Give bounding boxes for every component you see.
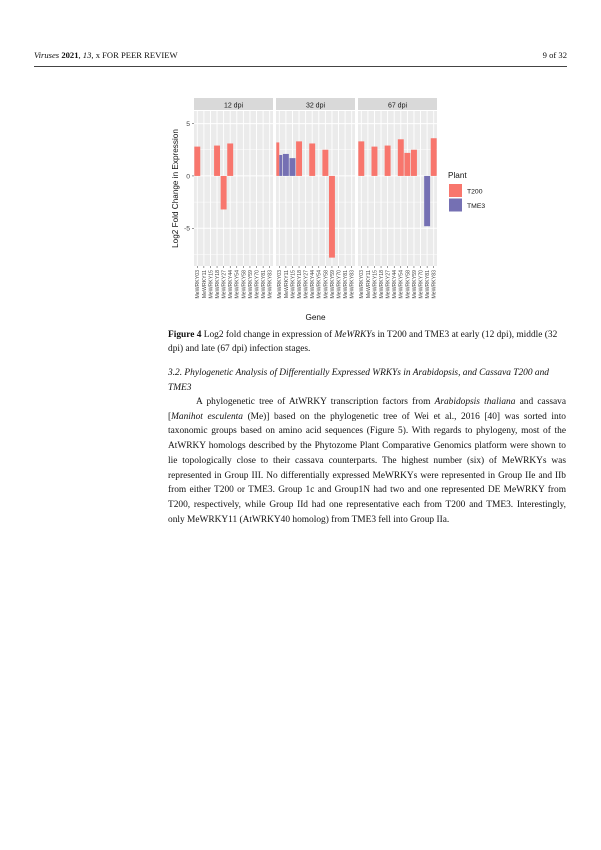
x-tick-label: MeWRKY11 — [201, 270, 208, 299]
running-header — [34, 50, 567, 66]
bar-t200 — [296, 141, 302, 176]
caption-gene: MeWRKY — [334, 330, 372, 340]
x-tick-label: MeWRKY70 — [418, 270, 425, 299]
panel-background — [276, 111, 355, 266]
bar-t200 — [309, 143, 315, 175]
x-tick-label: MeWRKY15 — [372, 270, 379, 299]
bar-t200 — [358, 141, 364, 176]
legend-key-tme3 — [449, 199, 462, 212]
bar-t200 — [431, 138, 437, 176]
x-tick-label: MeWRKY58 — [241, 270, 248, 299]
x-tick-label: MeWRKY83 — [267, 270, 274, 299]
header-citation: Viruses 2021, 13, x FOR PEER REVIEW — [34, 50, 178, 60]
body-paragraph — [168, 395, 566, 527]
x-tick-label: MeWRKY83 — [431, 270, 438, 299]
bar-tme3 — [279, 155, 282, 176]
bar-t200 — [194, 147, 200, 176]
facet-strip-label: 12 dpi — [223, 102, 244, 110]
x-axis-title: Gene — [305, 313, 326, 322]
para-italic-1: Arabidopsis thaliana — [434, 397, 516, 407]
header-rule — [34, 66, 567, 67]
bar-t200 — [398, 139, 404, 176]
x-tick-label: MeWRKY27 — [385, 270, 392, 299]
figure-caption — [168, 328, 566, 356]
x-tick-label: MeWRKY59 — [247, 270, 254, 299]
x-tick-label: MeWRKY59 — [411, 270, 418, 299]
x-tick-label: MeWRKY18 — [296, 270, 303, 299]
bar-t200 — [411, 150, 417, 176]
x-tick-label: MeWRKY83 — [349, 270, 356, 299]
bar-t200 — [329, 176, 335, 258]
fold-change-chart — [165, 92, 560, 327]
x-tick-label: MeWRKY54 — [234, 270, 241, 299]
x-tick-label: MeWRKY70 — [254, 270, 261, 299]
y-tick-label: 0 — [186, 173, 190, 181]
x-tick-label: MeWRKY81 — [261, 270, 268, 299]
legend-label: TME3 — [467, 203, 486, 210]
bar-t200 — [371, 147, 377, 176]
panel-background — [194, 111, 273, 266]
section-heading: 3.2. Phylogenetic Analysis of Differentially Expressed WRKYs in Arabidopsis, and Cassava T200 and TME3 — [168, 368, 549, 393]
bar-t200 — [276, 142, 279, 176]
y-axis-title: Log2 Fold Change in Expression — [171, 129, 180, 248]
bar-t200 — [385, 146, 391, 176]
x-tick-label: MeWRKY44 — [310, 270, 317, 299]
x-tick-label: MeWRKY58 — [323, 270, 330, 299]
journal-year: 2021 — [61, 50, 79, 60]
y-tick-label: 5 — [186, 120, 190, 128]
bar-t200 — [221, 176, 227, 210]
x-tick-label: MeWRKY54 — [398, 270, 405, 299]
y-tick-label: -5 — [183, 225, 190, 233]
x-tick-label: MeWRKY54 — [316, 270, 323, 299]
bar-t200 — [227, 143, 233, 175]
header-rest: , x FOR PEER REVIEW — [91, 50, 178, 60]
para-text-2: and cassava [ — [168, 397, 567, 422]
x-tick-label: MeWRKY11 — [283, 270, 290, 299]
x-tick-label: MeWRKY18 — [214, 270, 221, 299]
x-tick-label: MeWRKY03 — [359, 270, 366, 299]
bar-t200 — [214, 146, 220, 176]
page-number: 9 of 32 — [542, 50, 567, 60]
x-tick-label: MeWRKY44 — [228, 270, 235, 299]
x-tick-label: MeWRKY11 — [365, 270, 372, 299]
legend-label: T200 — [467, 188, 483, 196]
para-text-3: (Me)] based on the phylogenetic tree of Wei et al., 2016 [40] was sorted into taxonomic groups based on amino acid sequences (Figure 5). With regards to phylogeny, most of the AtWRKY homologs described by the Phytozome Plant Comparative Genomics platform were shown to lie topologically close to their cassava counterparts. The highest number (six) of MeWRKYs was represented in Group III. No differentially expressed MeWRKYs were represented in Group IIe and IIb from either T200 or TME3. Group 1c and Group1N had two and one represented DE MeWRKY from T200, respectively, while Group IId had one representative each from T200 and TME3. Interestingly, only MeWRKY11 (AtWRKY40 homolog) from TME3 fell into Group IIa. — [168, 411, 566, 525]
journal-name: Viruses — [34, 50, 60, 60]
legend-title: Plant — [448, 171, 467, 180]
x-tick-label: MeWRKY27 — [303, 270, 310, 299]
x-tick-label: MeWRKY18 — [378, 270, 385, 299]
legend-key-t200 — [449, 184, 462, 197]
journal-volume: 13 — [82, 50, 92, 60]
x-tick-label: MeWRKY59 — [329, 270, 336, 299]
x-tick-label: MeWRKY27 — [221, 270, 228, 299]
para-italic-2: Manihot esculenta — [171, 411, 243, 422]
bar-t200 — [404, 153, 410, 176]
facet-strip-label: 32 dpi — [305, 102, 326, 110]
para-text-1: A phylogenetic tree of AtWRKY transcription factors from — [196, 397, 435, 407]
x-tick-label: MeWRKY58 — [405, 270, 412, 299]
caption-label: Figure 4 — [168, 330, 202, 340]
x-tick-label: MeWRKY15 — [208, 270, 215, 299]
x-tick-label: MeWRKY44 — [392, 270, 399, 299]
x-tick-label: MeWRKY81 — [425, 270, 432, 299]
caption-pre: Log2 fold change in expression of — [201, 330, 335, 340]
bar-tme3 — [289, 158, 295, 176]
bar-t200 — [322, 150, 328, 176]
caption-post: s in T200 and TME3 at early (12 dpi), middle (32 dpi) and late (67 dpi) infection stages. — [168, 330, 558, 355]
x-tick-label: MeWRKY03 — [277, 270, 284, 299]
x-tick-label: MeWRKY70 — [336, 270, 343, 299]
bar-tme3 — [424, 176, 430, 226]
x-tick-label: MeWRKY81 — [343, 270, 350, 299]
x-tick-label: MeWRKY15 — [290, 270, 297, 299]
facet-strip-label: 67 dpi — [387, 102, 408, 110]
bar-tme3 — [283, 154, 289, 176]
x-tick-label: MeWRKY03 — [195, 270, 202, 299]
